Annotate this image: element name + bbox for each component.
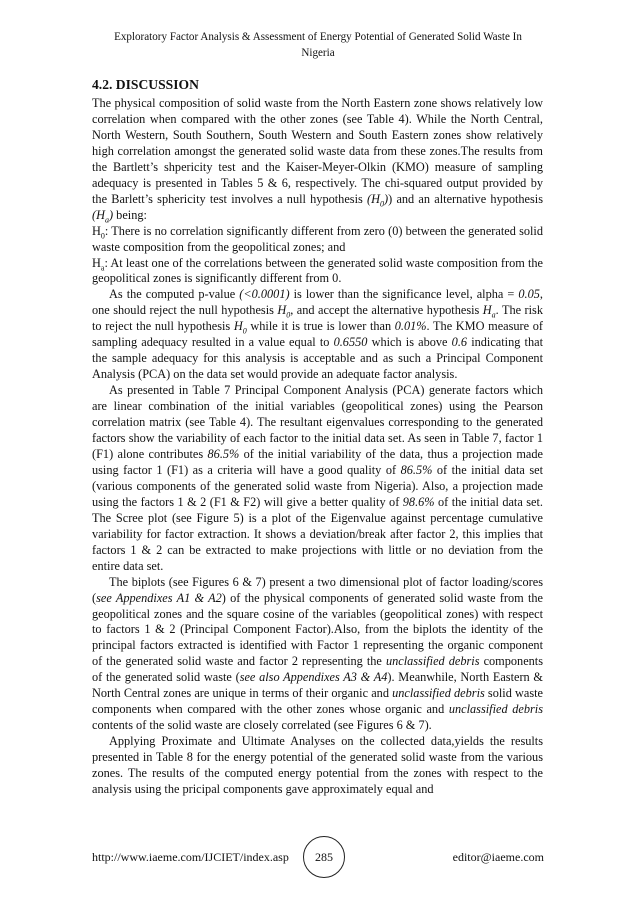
section-heading: 4.2. DISCUSSION	[92, 77, 199, 92]
page-footer	[92, 836, 544, 878]
running-header-line1: Exploratory Factor Analysis & Assessment of Energy Potential of Generated Solid Waste In	[114, 31, 522, 43]
running-header	[92, 29, 544, 61]
null-hypothesis: $H_0$: There is no correlation significantly different from zero (0) between the generated solid waste composition from the geopolitical zones; and	[92, 223, 543, 254]
running-header-line2: Nigeria	[301, 47, 335, 59]
body-text	[92, 96, 543, 798]
paragraph-energy-potential: Applying Proximate and Ultimate Analyses on the collected data,yields the results presented in Table 8 for the energy potential of the generated solid waste from the various zones. The results of the computed energy potential from the zones with respect to the analysis using the pricipal components gave approximately equal and	[92, 734, 543, 796]
footer-url-link[interactable]: http://www.iaeme.com/IJCIET/index.asp	[92, 850, 289, 864]
alternative-hypothesis: $H_a$: At least one of the correlations between the generated solid waste composition from the geopolitical zones is significantly different from 0.	[92, 255, 543, 286]
paragraph-p-value: As the computed p-value (<0.0001) is lower than the significance level, alpha = 0.05, one should reject the null hypothesis $H_0$, and accept the alternative hypothesis $H_a$. The risk to reject the null hypothesis $H_0$ while it is true is lower than 0.01%. The KMO measure of sampling adequacy resulted in a value equal to 0.6550 which is above 0.6 indicating that the sample adequacy for this analysis is acceptable and as such a Principal Component Analysis (PCA) on the data set would provide an adequate factor analysis.	[92, 287, 543, 382]
page-number: 285	[303, 836, 345, 878]
paragraph-biplots: The biplots (see Figures 6 & 7) present a two dimensional plot of factor loading/scores (see Appendixes A1 & A2) of the physical components of generated solid waste from the geopolitical zones and the square cosine of the variables (geopolitical zones) with respect to factors 1 & 2 (Principal Component Factor).Also, from the biplots the identity of the principal factors extracted is identified with Factor 1 representing the organic component of the generated solid waste and factor 2 representing the unclassified debris components of the generated solid waste (see also Appendixes A3 & A4). Meanwhile, North Eastern & North Central zones are unique in terms of their organic and unclassified debris solid waste components when compared with the other zones whose organic and unclassified debris contents of the solid waste are closely correlated (see Figures 6 & 7).	[92, 574, 544, 733]
footer-email-link[interactable]: editor@iaeme.com	[452, 850, 544, 864]
paragraph-pca: As presented in Table 7 Principal Component Analysis (PCA) generate factors which are linear combination of the initial variables (geopolitical zones) using the Pearson correlation matrix (see Table 4). The resultant eigenvalues corresponding to the generated factors show the variability of each factor to the initial data set. As seen in Table 7, factor 1 (F1) alone contributes 86.5% of the initial variability of the data, thus a projection made using factor 1 (F1) as a criteria will have a good quality of 86.5% of the initial data set (various components of the generated solid waste from Nigeria). Also, a projection made using the factors 1 & 2 (F1 & F2) will give a better quality of 98.6% of the initial data set. The Scree plot (see Figure 5) is a plot of the Eigenvalue against percentage cumulative variability for factor extraction. It shows a deviation/break after factor 2, this implies that factors 1 & 2 can be extracted to make projections with little or no deviation from the entire data set.	[92, 383, 544, 573]
paragraph-physical-composition: The physical composition of solid waste from the North Eastern zone shows relatively low correlation when compared with the other zones (see Table 4). While the North Central, North Western, South Southern, South Western and South Eastern zones show relatively high correlation amongst the generated solid waste data from these zones.The results from the Bartlett’s shpericity test and the Kaiser-Meyer-Olkin (KMO) measure of sampling adequacy is presented in Tables 5 & 6, respectively. The chi-squared output provided by the Barlett’s sphericity test involves a null hypothesis $(H_0)$) and an alternative hypothesis $(H_a)$ being:	[92, 96, 544, 225]
